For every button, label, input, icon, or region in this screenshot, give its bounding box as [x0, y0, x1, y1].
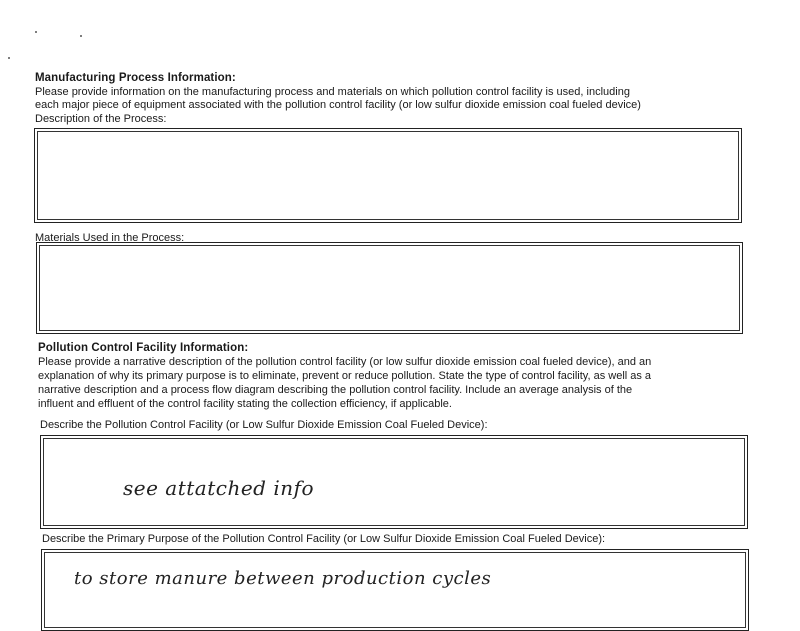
- pollution-instructions-4: influent and effluent of the control facility stating the collection efficiency, if applicable.: [38, 398, 452, 410]
- scan-speck: [80, 35, 82, 37]
- pollution-instructions-2: explanation of why its primary purpose is to eliminate, prevent or reduce pollution. State the type of control facility, as well as a: [38, 370, 652, 382]
- manufacturing-instructions-1: Please provide information on the manufacturing process and materials on which pollution control facility is used, including: [35, 86, 630, 98]
- describe-facility-label: Describe the Pollution Control Facility (or Low Sulfur Dioxide Emission Coal Fueled Device):: [40, 419, 488, 431]
- materials-label: Materials Used in the Process:: [35, 232, 185, 244]
- manufacturing-heading: Manufacturing Process Information:: [35, 72, 236, 84]
- scan-speck: [8, 57, 10, 59]
- pollution-control-heading: Pollution Control Facility Information:: [38, 342, 249, 354]
- materials-field[interactable]: [36, 242, 743, 334]
- scan-speck: [35, 31, 37, 33]
- manufacturing-instructions-2: each major piece of equipment associated with the pollution control facility (or low sulfur dioxide emission coal fueled device): [35, 99, 641, 111]
- process-description-field[interactable]: [34, 128, 742, 223]
- primary-purpose-value: to store manure between production cycles: [74, 568, 492, 589]
- process-description-label: Description of the Process:: [35, 113, 167, 125]
- pollution-instructions-1: Please provide a narrative description of the pollution control facility (or low sulfur dioxide emission coal fueled device), and an: [38, 356, 652, 368]
- describe-facility-field[interactable]: [40, 435, 748, 529]
- describe-facility-value: see attatched info: [123, 476, 315, 500]
- pollution-instructions-3: narrative description and a process flow diagram describing the pollution control facility. Include an average analysis of the: [38, 384, 633, 396]
- primary-purpose-label: Describe the Primary Purpose of the Pollution Control Facility (or Low Sulfur Dioxide Emission Coal Fueled Device):: [42, 533, 606, 545]
- primary-purpose-field[interactable]: [41, 549, 749, 631]
